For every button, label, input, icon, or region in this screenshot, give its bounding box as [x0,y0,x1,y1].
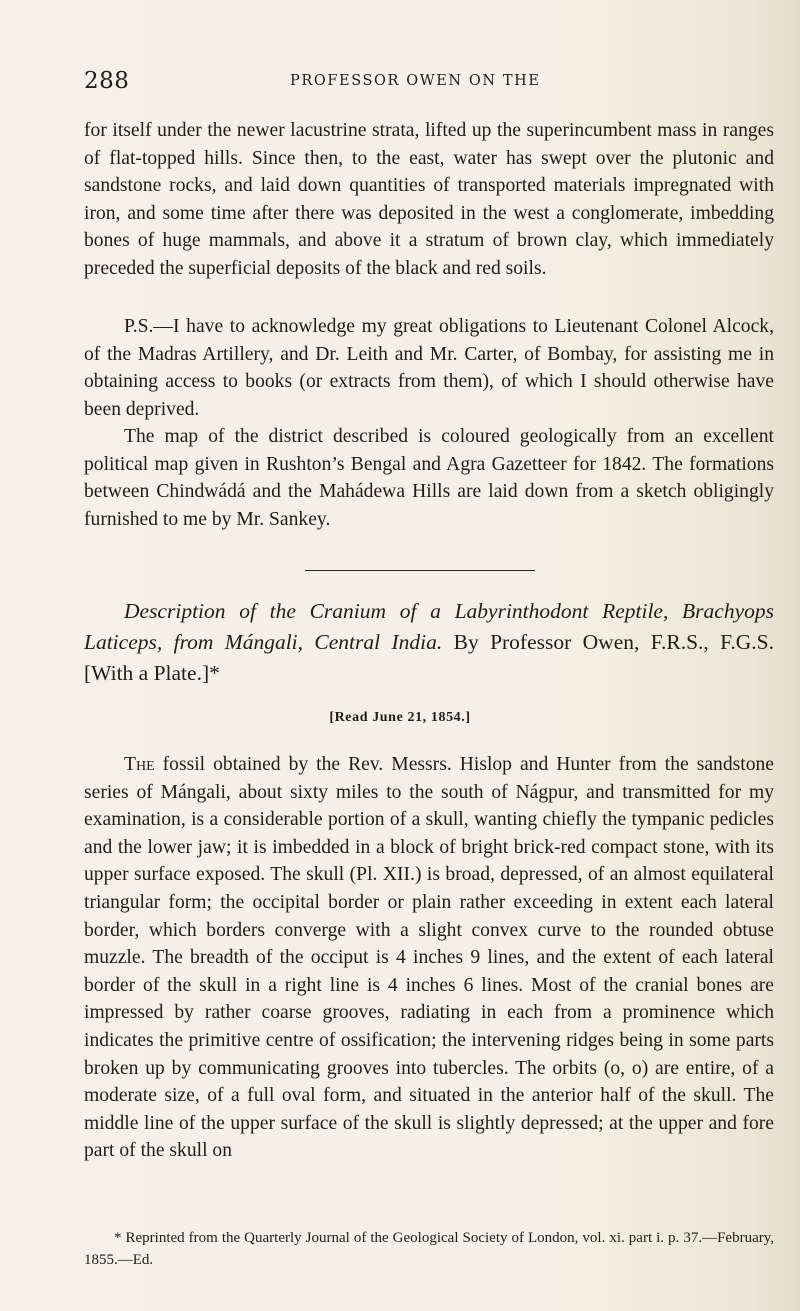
running-head [84,68,734,96]
paragraph-continuation [84,117,774,283]
paragraph-text: for itself under the newer lacustrine strata, lifted up the superincumbent mass in ranges of flat-topped hills. Since then, to the east, water has swept over the plutonic and sandstone rocks, and laid down quantities of transported materials impregnated with iron, and some time after there was deposited in the west a conglomerate, imbedding bones of huge mammals, and above it a stratum of brown clay, which immediately preceded the superficial deposits of the black and red soils. [84,120,774,279]
section-divider [305,570,535,571]
paragraph-text: P.S.—I have to acknowledge my great obligations to Lieutenant Colonel Alcock, of the Madras Artillery, and Dr. Leith and Mr. Carter, of Bombay, for assisting me in obtaining access to books (or extracts from them), of which I should otherwise have been deprived. [84,316,774,420]
footnote: * Reprinted from the Quarterly Journal of the Geological Society of London, vol. xi. part i. p. 37.—February, 1855.—Ed. [84,1230,774,1268]
paragraph-text: The map of the district described is coloured geologically from an excellent political map given in Rushton’s Bengal and Agra Gazetteer for 1842. The formations between Chindwádá and the Mahádewa Hills are laid down from a sketch obligingly furnished to me by Mr. Sankey. [84,426,774,530]
article-body [84,751,774,1165]
paragraph-map-note [84,423,774,533]
article-byline: By Professor Owen, F.R.S., F.G.S. [With a Plate.]* [84,630,774,685]
article-title [84,596,774,689]
article-title-italic: Description of the Cranium of a Labyrinthodont Reptile, Brachyops Laticeps, from Mángali, Central India. [84,599,774,654]
lead-word: The [124,754,155,775]
article-body-text: fossil obtained by the Rev. Messrs. Hislop and Hunter from the sandstone series of Mángali, about sixty miles to the south of Nágpur, and transmitted for my examination, is a considerable portion of a skull, wanting chiefly the tympanic pedicles and the lower jaw; it is imbedded in a block of bright brick-red compact stone, with its upper surface exposed. The skull (Pl. XII.) is broad, depressed, of an almost equilateral triangular form; the occipital border or plain rather exceeding in extent each lateral border, which borders converge with a slight convex curve to the rounded obtuse muzzle. The breadth of the occiput is 4 inches 9 lines, and the extent of each lateral border of the skull in a right line is 4 inches 6 lines. Most of the cranial bones are impressed by rather coarse grooves, radiating in each from a prominence which indicates the primitive centre of ossification; the intervening ridges being in some parts broken up by communicating grooves into tubercles. The orbits (o, o) are entire, of a moderate size, of a full oval form, and situated in the anterior half of the skull. The middle line of the upper surface of the skull is slightly depressed; at the upper and fore part of the skull on [84,754,774,1162]
paragraph-postscript [84,313,774,423]
running-title: PROFESSOR OWEN ON THE [290,73,541,89]
read-date: [Read June 21, 1854.] [329,710,471,725]
page-number: 288 [84,68,130,94]
paragraph-text [84,751,774,1165]
